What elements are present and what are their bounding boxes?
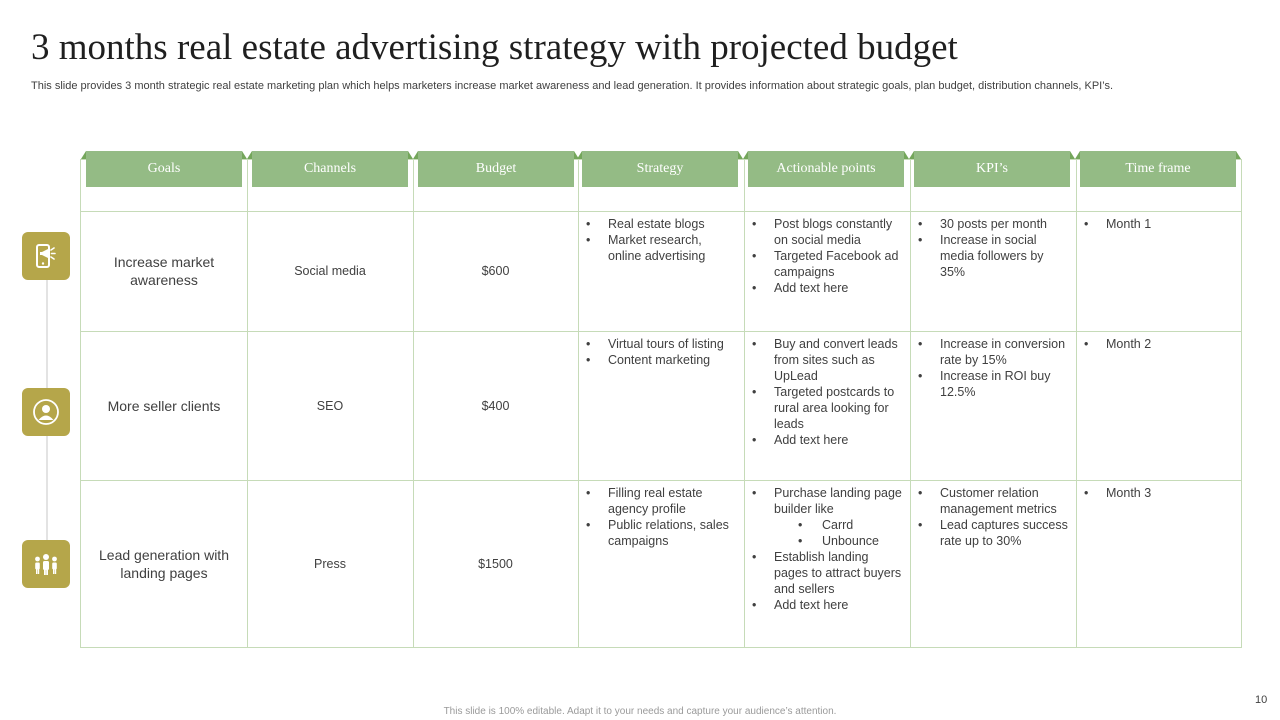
list-item: • Targeted postcards to rural area looking for leads	[744, 384, 904, 432]
header-actionable-points: Actionable points	[743, 151, 909, 187]
list-item: • Post blogs constantly on social media	[744, 216, 904, 248]
list-item: • Increase in ROI buy 12.5%	[910, 368, 1070, 400]
user-icon	[22, 388, 70, 436]
row3-kpis	[910, 480, 1076, 648]
page-number: 10	[1255, 694, 1268, 706]
list-item: • Month 2	[1076, 336, 1236, 352]
list-item: • 30 posts per month	[910, 216, 1070, 232]
row3-goal: Lead generation with landing pages	[99, 547, 229, 581]
row2-kpis	[910, 331, 1076, 480]
sub-list-item: • Carrd	[774, 517, 904, 533]
list-item: • Add text here	[744, 280, 904, 296]
row2-channel: SEO	[316, 398, 344, 413]
header-time-frame: Time frame	[1075, 151, 1241, 187]
header-strategy: Strategy	[577, 151, 743, 187]
row2-actions	[744, 331, 910, 480]
row2-timeframe	[1076, 331, 1242, 480]
mobile-megaphone-icon	[22, 232, 70, 280]
slide-subtitle: This slide provides 3 month strategic real estate marketing plan which helps marketers increase market awareness and lead generation. It provides information about strategic goals, plan budget, distribution channels, KPI’s.	[31, 80, 1114, 92]
row3-actions	[744, 480, 910, 648]
header-kpis: KPI’s	[909, 151, 1075, 187]
list-item: • Increase in conversion rate by 15%	[910, 336, 1070, 368]
row1-budget: $600	[481, 264, 510, 278]
footer-note: This slide is 100% editable. Adapt it to your needs and capture your audience’s attention.	[443, 706, 837, 717]
row1-goal: Increase market awareness	[113, 254, 215, 288]
slide-title: 3 months real estate advertising strategy with projected budget	[31, 27, 958, 68]
list-item: • Customer relation management metrics	[910, 485, 1070, 517]
header-goals: Goals	[81, 151, 247, 187]
row1-strategy	[578, 211, 744, 331]
list-item: • Establish landing pages to attract buyers and sellers	[744, 549, 904, 597]
row2-strategy	[578, 331, 744, 480]
sub-list-item: • Unbounce	[774, 533, 904, 549]
row3-channel: Press	[314, 557, 346, 571]
row3-timeframe	[1076, 480, 1242, 648]
list-item: • Targeted Facebook ad campaigns	[744, 248, 904, 280]
list-item: • Filling real estate agency profile	[578, 485, 738, 517]
team-icon	[22, 540, 70, 588]
list-item: • Public relations, sales campaigns	[578, 517, 738, 549]
row1-timeframe	[1076, 211, 1242, 331]
row1-kpis	[910, 211, 1076, 331]
header-channels: Channels	[247, 151, 413, 187]
row1-actions	[744, 211, 910, 331]
list-item: • Add text here	[744, 432, 904, 448]
row3-budget: $1500	[478, 557, 513, 571]
row3-strategy	[578, 480, 744, 648]
list-item: • Content marketing	[578, 352, 738, 368]
list-item: • Market research, online advertising	[578, 232, 738, 264]
list-item: • Virtual tours of listing	[578, 336, 738, 352]
list-item: • Real estate blogs	[578, 216, 738, 232]
list-item: • Purchase landing page builder like • Carrd • Unbounce	[744, 485, 904, 549]
list-item: • Month 3	[1076, 485, 1236, 501]
row1-channel: Social media	[294, 264, 366, 278]
header-budget: Budget	[413, 151, 579, 187]
list-item: • Lead captures success rate up to 30%	[910, 517, 1070, 549]
row2-budget: $400	[481, 398, 510, 413]
list-item: • Increase in social media followers by 35%	[910, 232, 1070, 280]
list-item: • Add text here	[744, 597, 904, 613]
row2-goal: More seller clients	[107, 397, 221, 414]
list-item: • Buy and convert leads from sites such as UpLead	[744, 336, 904, 384]
list-item: • Month 1	[1076, 216, 1236, 232]
